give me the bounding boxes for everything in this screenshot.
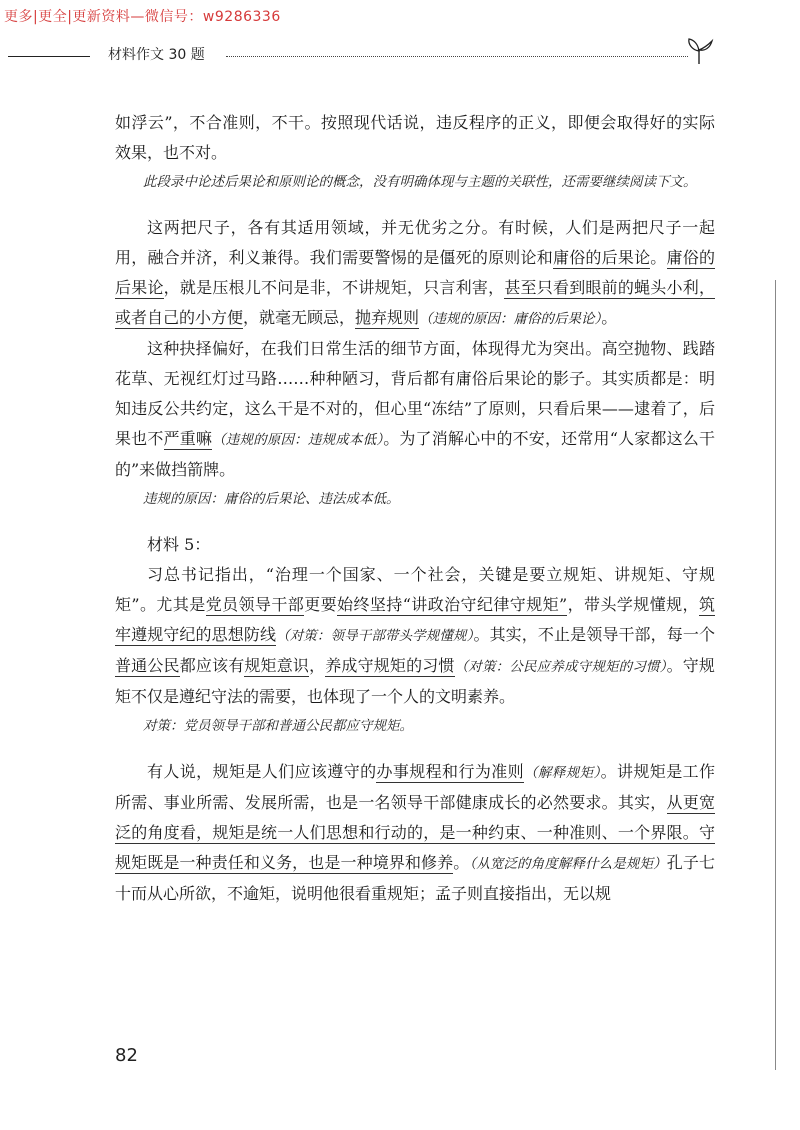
paragraph-2: 这两把尺子，各有其适用领域，并无优劣之分。有时候，人们是两把尺子一起用，融合并济，利义兼得。我们需要警惕的是僵死的原则论和庸俗的后果论。庸俗的后果论，就是压根儿不问是非，不讲规矩，只言利害，甚至只看到眼前的蝇头小利，或者自己的小方便，就毫无顾忌，抛弃规则（违规的原因：庸俗的后果论）。 <box>115 218 715 327</box>
page-number: 82 <box>115 1045 138 1066</box>
paragraph-3: 这种抉择偏好，在我们日常生活的细节方面，体现得尤为突出。高空抛物、践踏花草、无视红灯过马路……种种陋习，背后都有庸俗后果论的影子。其实质都是：明知违反公共约定，这么干是不对的，但心里“冻结”了原则，只看后果——逮着了，后果也不严重嘛（违规的原因：违规成本低）。为了消解心中的不安，还常用“人家都这么干的”来做挡箭牌。 <box>115 339 715 479</box>
document-body <box>115 108 715 909</box>
inline-annotation: （违规的原因：违规成本低） <box>212 432 384 448</box>
annotation-3: 对策：党员领导干部和普通公民都应守规矩。 <box>143 718 413 734</box>
annotation-2: 违规的原因：庸俗的后果论、违法成本低。 <box>143 491 400 507</box>
page-header <box>8 42 738 72</box>
header-title: 材料作文 30 题 <box>108 47 205 63</box>
inline-annotation: （解释规矩） <box>524 765 601 781</box>
watermark-banner: 更多|更全|更新资料—微信号：w9286336 <box>4 9 281 25</box>
header-rule-right <box>226 56 688 57</box>
paragraph-5: 有人说，规矩是人们应该遵守的办事规程和行为准则（解释规矩）。讲规矩是工作所需、事业所需、发展所需，也是一名领导干部健康成长的必然要求。其实，从更宽泛的角度看，规矩是统一人们思想和行动的，是一种约束、一种准则、一个界限。守规矩既是一种责任和义务，也是一种境界和修养。（从宽泛的角度解释什么是规矩）孔子七十而从心所欲，不逾矩，说明他很看重规矩；孟子则直接指出，无以规 <box>115 762 715 903</box>
inline-annotation: （对策：公民应养成守规矩的习惯） <box>454 659 667 675</box>
sprout-icon <box>682 38 716 66</box>
page-edge-rule <box>775 280 776 1070</box>
material-label: 材料 5： <box>147 535 211 554</box>
annotation-1: 此段录中论述后果论和原则论的概念，没有明确体现与主题的关联性，还需要继续阅读下文。 <box>143 174 697 190</box>
inline-annotation: （从宽泛的角度解释什么是规矩） <box>469 856 667 872</box>
inline-annotation: （对策：领导干部带头学规懂规） <box>276 628 474 644</box>
paragraph-4: 习总书记指出，“治理一个国家、一个社会，关键是要立规矩、讲规矩、守规矩”。尤其是党员领导干部更要始终坚持“讲政治守纪律守规矩”，带头学规懂规，筑牢遵规守纪的思想防线（对策：领导干部带头学规懂规）。其实，不止是领导干部，每一个普通公民都应该有规矩意识，养成守规矩的习惯（对策：公民应养成守规矩的习惯）。守规矩不仅是遵纪守法的需要，也体现了一个人的文明素养。 <box>115 565 715 706</box>
header-rule-left <box>8 56 90 57</box>
paragraph-1: 如浮云”，不合准则，不干。按照现代话说，违反程序的正义，即便会取得好的实际效果，也不对。 <box>115 113 715 162</box>
inline-annotation: （违规的原因：庸俗的后果论） <box>419 311 602 327</box>
